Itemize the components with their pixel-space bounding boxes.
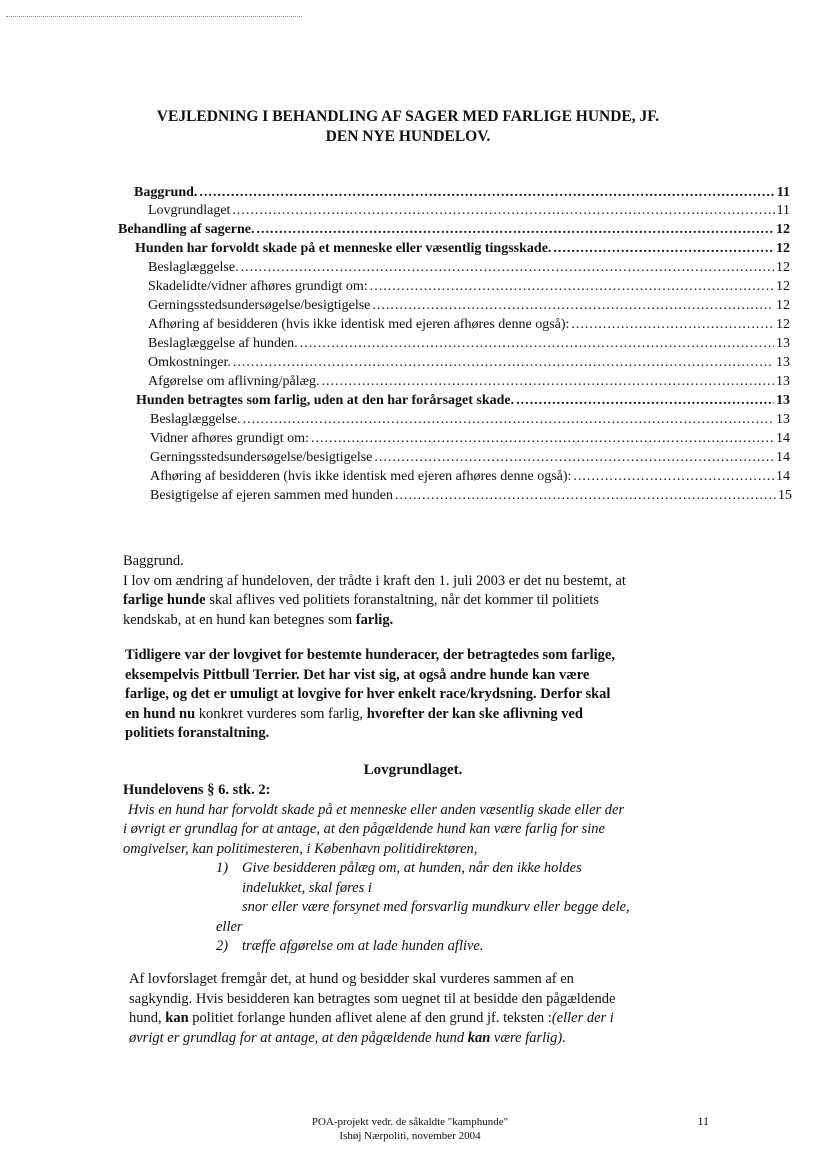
item-number: 2) — [216, 938, 229, 954]
text-span: træffe afgørelse om at lade hunden aflive. — [242, 938, 484, 954]
toc-entry-page: 13 — [776, 393, 790, 408]
title-line-2: DEN NYE HUNDELOV. — [325, 128, 491, 145]
toc-entry-title: Vidner afhøres grundigt om: — [150, 431, 309, 446]
text-line: snor eller være forsynet med forsvarlig mundkurv eller begge dele, — [242, 899, 630, 915]
scan-artifact-line — [6, 16, 302, 17]
law-text-line: i øvrigt er grundlag for at antage, at den pågældende hund kan være farlig for sine — [123, 821, 605, 837]
toc-entry[interactable] — [150, 488, 792, 504]
toc-entry[interactable] — [148, 355, 790, 371]
bold-text: kan — [467, 1029, 491, 1046]
toc-entry[interactable] — [150, 469, 790, 485]
text-span: konkret vurderes som farlig, — [195, 705, 367, 722]
toc-leader — [516, 393, 774, 409]
toc-entry[interactable] — [148, 260, 790, 276]
toc-leader — [370, 279, 774, 295]
toc-leader — [573, 469, 774, 485]
toc-entry-title: Afhøring af besidderen (hvis ikke identisk med ejeren afhøres denne også): — [148, 317, 570, 332]
text-line: Af lovforslaget fremgår det, at hund og besidder skal vurderes sammen af en — [129, 971, 574, 987]
text-line: sagkyndig. Hvis besidderen kan betragtes som uegnet til at besidde den pågældende — [129, 990, 616, 1007]
toc-entry-title: Beslaglæggelse. — [150, 412, 241, 427]
text-span: kendskab, at en hund kan betegnes som — [123, 611, 356, 628]
text-line — [129, 1009, 739, 1029]
toc-entry-title: Afgørelse om aflivning/pålæg. — [148, 374, 320, 389]
toc-entry-page: 12 — [776, 222, 790, 237]
toc-leader — [233, 355, 774, 371]
text-line: politiets foranstaltning. — [125, 725, 270, 741]
toc-leader — [374, 450, 774, 466]
footer-line-1: POA-projekt vedr. de såkaldte "kamphunde" — [311, 1116, 509, 1128]
text-span: være farlig). — [490, 1029, 566, 1046]
bold-text: farlige hunde — [123, 592, 206, 608]
toc-entry[interactable] — [148, 279, 790, 295]
toc-entry-page: 15 — [778, 488, 792, 503]
toc-entry-page: 13 — [776, 355, 790, 370]
toc-entry[interactable] — [148, 298, 790, 314]
page-number: 11 — [697, 1114, 709, 1128]
toc-entry-title: Gerningsstedsundersøgelse/besigtigelse — [150, 450, 373, 465]
toc-entry-title: Skadelidte/vidner afhøres grundigt om: — [148, 279, 368, 294]
footer-line-2: Ishøj Nærpoliti, november 2004 — [339, 1130, 481, 1142]
toc-entry-title: Afhøring af besidderen (hvis ikke identisk med ejeren afhøres denne også): — [150, 469, 572, 484]
law-section — [123, 781, 743, 859]
toc-entry-title: Besigtigelse af ejeren sammen med hunden — [150, 488, 393, 503]
toc-entry-page: 12 — [776, 241, 790, 256]
bold-text: kan — [165, 1010, 189, 1026]
toc-entry-title: Hunden betragtes som farlig, uden at den har forårsaget skade. — [136, 393, 515, 408]
item-number: 1) — [216, 860, 229, 876]
toc-entry[interactable] — [118, 222, 790, 238]
toc-entry-page: 12 — [776, 298, 790, 313]
text-line — [123, 591, 723, 611]
toc-leader — [199, 185, 774, 201]
law-reference: Hundelovens § 6. stk. 2: — [123, 782, 271, 798]
toc-leader — [300, 336, 774, 352]
text-span: øvrigt er grundlag for at antage, at den pågældende hund — [129, 1029, 468, 1046]
toc-entry[interactable] — [148, 317, 790, 333]
text-line — [129, 1029, 739, 1049]
text-line: indelukket, skal føres i — [242, 879, 372, 896]
toc-entry-page: 12 — [776, 317, 790, 332]
toc-entry[interactable] — [148, 374, 790, 390]
toc-entry-title: Hunden har forvoldt skade på et menneske eller væsentlig tingsskade. — [135, 241, 552, 256]
toc-entry-title: Beslaglæggelse. — [148, 260, 239, 275]
toc-entry-page: 11 — [776, 203, 790, 218]
toc-leader — [395, 488, 776, 504]
toc-leader — [243, 412, 774, 428]
toc-entry-title: Beslaglæggelse af hunden. — [148, 336, 298, 351]
toc-entry[interactable] — [136, 393, 790, 409]
toc-leader — [311, 431, 774, 447]
text-line: I lov om ændring af hundeloven, der trådte i kraft den 1. juli 2003 er det nu bestemt, at — [123, 572, 626, 589]
background-paragraph — [123, 552, 723, 630]
text-span: hund, — [129, 1010, 166, 1026]
text-span: Give besidderen pålæg om, at hunden, når den ikke holdes — [242, 860, 582, 876]
toc-entry-page: 13 — [776, 336, 790, 351]
page-footer — [250, 1115, 570, 1143]
title-line-1: VEJLEDNING I BEHANDLING AF SAGER MED FARLIGE HUNDE, JF. — [156, 108, 660, 125]
baggrund-label: Baggrund. — [123, 553, 184, 569]
toc-entry-page: 11 — [776, 185, 790, 200]
toc-entry-title: Baggrund. — [134, 185, 198, 200]
toc-leader — [372, 298, 774, 314]
history-paragraph — [125, 646, 735, 744]
bold-text: en hund nu — [125, 705, 196, 722]
law-item-list — [216, 859, 736, 957]
bill-paragraph — [129, 970, 739, 1048]
law-item-2 — [216, 937, 736, 957]
toc-entry[interactable] — [150, 450, 790, 466]
toc-entry-page: 12 — [776, 279, 790, 294]
toc-entry-title: Lovgrundlaget — [148, 203, 231, 218]
text-line: Tidligere var der lovgivet for bestemte hunderacer, der betragtedes som farlige, — [125, 647, 615, 663]
toc-entry-title: Gerningsstedsundersøgelse/besigtigelse — [148, 298, 371, 313]
toc-entry-page: 13 — [776, 412, 790, 427]
toc-leader — [321, 374, 774, 390]
law-text-line: Hvis en hund har forvoldt skade på et menneske eller anden væsentlig skade eller der — [128, 801, 625, 818]
text-line — [123, 611, 723, 631]
bold-text: hvorefter der kan ske aflivning ved — [366, 705, 583, 722]
law-item-1 — [216, 859, 736, 879]
text-span: skal aflives ved politiets foranstaltning, når det kommer til politiets — [205, 592, 600, 608]
italic-text: (eller der i — [551, 1010, 614, 1026]
toc-entry[interactable] — [135, 241, 790, 257]
law-text-line: omgivelser, kan politimesteren, i København politidirektøren, — [123, 840, 478, 857]
toc-entry-page: 14 — [776, 469, 790, 484]
section-heading: Lovgrundlaget. — [363, 762, 463, 778]
toc-entry[interactable] — [150, 431, 790, 447]
text-line — [125, 705, 735, 725]
toc-entry-page: 13 — [776, 374, 790, 389]
toc-entry-title: Omkostninger. — [148, 355, 231, 370]
toc-entry[interactable] — [150, 412, 790, 428]
toc-entry-title: Behandling af sagerne. — [118, 222, 255, 237]
toc-leader — [257, 222, 774, 238]
toc-entry-page: 14 — [776, 450, 790, 465]
bold-text: farlig. — [355, 611, 394, 628]
document-title — [100, 107, 716, 146]
text-span: politiet forlange hunden aflivet alene af den grund jf. teksten : — [188, 1010, 552, 1026]
toc-entry[interactable] — [148, 203, 790, 219]
toc-leader — [571, 317, 774, 333]
toc-entry-page: 14 — [776, 431, 790, 446]
toc-leader — [241, 260, 774, 276]
text-line: eksempelvis Pittbull Terrier. Det har vist sig, at også andre hunde kan være — [125, 666, 590, 683]
toc-entry-page: 12 — [776, 260, 790, 275]
toc-leader — [232, 203, 774, 219]
toc-leader — [553, 241, 774, 257]
text-line: farlige, og det er umuligt at lovgive for hver enkelt race/krydsning. Derfor skal — [125, 686, 611, 702]
toc-entry[interactable] — [134, 185, 790, 201]
text-line: eller — [216, 918, 243, 935]
toc-entry[interactable] — [148, 336, 790, 352]
